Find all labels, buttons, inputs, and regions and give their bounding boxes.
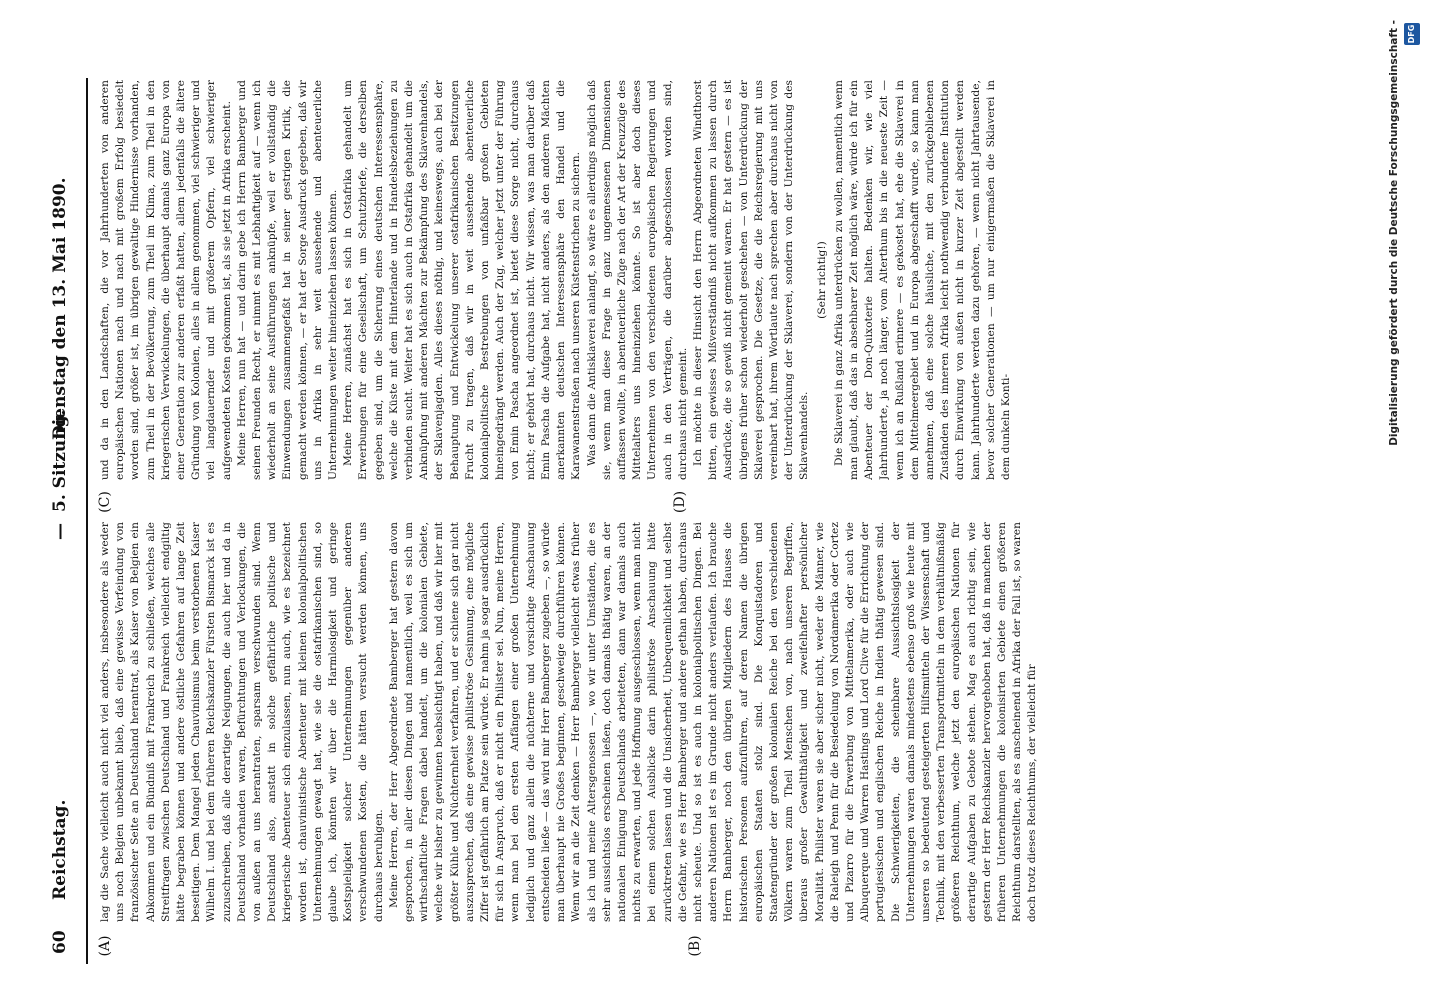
left-paragraph: lag die Sache vielleicht auch nicht viel anders, insbesondere als weder uns noch Belgien unbekannt blieb, daß eine gewisse Verfeindung von französischer Seite an Deutschland herantrat, als Kaiser von Belgien ein Abkommen und ein Bündniß mit Frankreich zu schließen, welches alle Streitfragen zwischen Deutschland und Frankreich vielleicht endgiltig hätte begraben können und andere östliche Gefahren auf lange Zeit beseitigen. Dem Mangel jeden Chauvinismus beim verstorbenen Kaiser Wilhelm I. und bei dem früheren Reichskanzler Fürsten Bismarck ist es zuzuschreiben, daß alle derartige Neigungen, die auch hier und da in Deutschland vorhanden waren, Befürchtungen und Verlockungen, die von außen an uns herantraten, sparsam verschwunden sind. Wenn Deutschland also, anstatt in solche gefährliche politische und kriegerische Abenteuer sich einzulassen, nun auch, wie es bezeichnet worden ist, chauvinistische Abenteuer mit kleinen kolonialpolitischen Unternehmungen gewagt hat, wie sie die ostafrikanischen sind, so glaube ich, könnten wir über die Harmlosigkeit und geringe Kostspieligkeit solcher Unternehmungen gegenüber anderen verschwundenen Kosten, die hätten versucht werden können, uns durchaus beruhigen. [99, 522, 385, 922]
margin-marker-a: (A) [97, 935, 113, 957]
header-dash: — [50, 523, 70, 540]
left-gutter [98, 926, 1338, 962]
page-number: 60 [50, 930, 70, 954]
left-paragraph: Meine Herren, der Herr Abgeordnete Bamberger hat gestern davon gesprochen, in aller diesen Dingen und namentlich, weil es sich um wirthschaftliche Fragen dabei handelt, um die kolonialen Gebiete, welche wir bisher zu gewinnen beabsichtigt haben, und daß wir hier mit größter Kühle und Nüchternheit verfahren, und er schiene sich gar nicht auszusprechen, daß eine gewisse philiströse Gesinnung, eine mögliche Ziffer ist gefährlich am Platze sein würde. Er nahm ja sogar ausdrücklich für sich in Anspruch, daß er nicht ein Philister sei. Nun, meine Herren, wenn man bei den ersten Anfängen einer großen Unternehmung lediglich und ganz allein die nüchterne und vorsichtige Anschauung entscheiden ließe — das wird mir Herr Bamberger zugeben —, so würde man überhaupt nie Großes beginnen, geschweige durchführen können. Wenn wir an die Zeit denken — Herr Bamberger vielleicht etwas früher als ich und meine Altersgenossen —, wo wir unter Umständen, die es sehr aussichtslos erscheinen ließen, doch damals thätig waren, an der nationalen Einigung Deutschlands arbeiteten, dann war damals auch nichts zu erwarten, und jede Hoffnung ausgeschlossen, wenn man nicht bei einem solchen Ausblicke darin philiströse Anschauung hätte zurücktreten lassen und die Unsicherheit, Unbequemlichkeit und selbst die Gefahr, wie es Herr Bamberger und andere gethan haben, durchaus nicht scheute. Und so ist es auch in kolonialpolitischen Dingen. Bei anderen Nationen ist es im Grunde nicht anders verlaufen. Ich brauche Herrn Bamberger, noch den übrigen Mitgliedern des Hauses die historischen Personen aufzuführen, auf deren Namen die übrigen europäischen Staaten stolz sind. Die Konquistadoren und Staatengründer der großen kolonialen Reiche bei den verschiedenen Völkern waren zum Theil Menschen von, nach unseren Begriffen, überaus großer Gewaltthätigkeit und zweifelhafter persönlicher Moralität. Philister waren sie aber sicher nicht, weder die Männer, wie die Raleigh und Penn für die Besiedelung von Nordamerika oder Cortez und Pizarro für die Erwerbung von Mittelamerika, oder auch wie Albuquerque und Warren Hastings und Lord Clive für die Errichtung der portugiesischen und englischen Reiche in Indien thätig gewesen sind. Die Schwierigkeiten, die scheinbare Aussichtslosigkeit der Unternehmungen waren damals mindestens ebenso groß wie heute mit unseren so bedeutend gesteigerten Hilfsmitteln der Wissenschaft und Technik, mit den verbesserten Transportmitteln in dem verhältnißmäßig größeren Reichthum, welche jetzt den europäischen Nationen für derartige Aufgaben zu Gebote stehen. Mag es auch richtig sein, wie gestern der Herr Reichskanzler hervorgehoben hat, daß in manchen der früheren Unternehmungen die kolonisirten Gebiete einen größeren Reichthum darstellten, als es anscheinend in Afrika der Fall ist, so waren doch trotz dieses Reichthums, der vielleicht für [387, 522, 1039, 922]
session-label: 5. Sitzung. [50, 409, 70, 512]
interjection: (Sehr richtig!) [815, 241, 828, 319]
margin-marker-b: (B) [687, 935, 703, 957]
right-text-column [98, 80, 1338, 480]
right-paragraph: Meine Herren, nun hat — und darin gebe ich Herrn Bamberger und seinen Freunden Recht, er nimmt es mit Lebhaftigkeit auf — wenn ich wiederholt an seine Ausführungen anknüpfe, weil er vollständig die Einwendungen zusammengefaßt hat in seiner gestrigen Kritik, die gemacht werden können, — er hat der Sorge Ausdruck gegeben, daß wir uns in Afrika in sehr weit aussehende und abenteuerliche Unternehmungen weiter hineinziehen lassen können. [235, 80, 340, 480]
left-text-column [98, 522, 1338, 922]
right-paragraph: Ich möchte in dieser Hinsicht den Herrn Abgeordneten Windthorst bitten, ein gewisses Mißverständniß nicht aufkommen zu lassen durch Ausdrücke, die so gewiß nicht gemeint waren. Er hat gestern — es ist übrigens früher schon wiederholt geschehen — von Unterdrückung der Sklaverei gesprochen. Die Gesetze, die die Reichsregierung mit uns vereinbart hat, ihrem Wortlaute nach sprechen aber durchaus nicht von der Unterdrückung der Sklaverei, sondern von der Unterdrückung des Sklavenhandels. [691, 80, 811, 480]
digitization-credit: Digitalisierung gefördert durch die Deutsche Forschungsgemeinschaft - [1388, 20, 1400, 446]
right-paragraph: Die Sklaverei in ganz Afrika unterdrücken zu wollen, namentlich wenn man glaubt, daß das in absehbarer Zeit möglich wäre, würde ich für ein Abenteuer der Don-Quixoterie halten. Bedenken wir, wie viel Jahrhunderte, ja noch länger, vom Alterthum bis in die neueste Zeit — wenn ich an Rußland erinnere — es gekostet hat, ehe die Sklaverei in dem Mittelmeergebiet und in Europa abgeschafft wurde, so kann man annehmen, daß eine solche häusliche, mit den zurückgebliebenen Zuständen des inneren Afrika leicht nothwendig verbundene Institution durch Einwirkung von außen nicht in kurzer Zeit abgestellt werden kann. Jahrhunderte werden dazu gehören, — wenn nicht Jahrtausende, bevor solcher Generationen — um nur einigermaßen die Sklaverei in dem dunkeln Konti- [832, 80, 1012, 480]
running-title-right: Dienstag den 13. Mai 1890. [50, 177, 70, 440]
dfg-logo: DFG [1404, 23, 1420, 45]
margin-marker-d: (D) [672, 490, 688, 514]
margin-marker-c: (C) [97, 491, 113, 513]
center-gutter [98, 482, 1338, 518]
right-paragraph: und da in den Landschaften, die vor Jahrhunderten von anderen europäischen Nationen nach und nach mit großem Erfolg besiedelt worden sind, größer ist, im übrigen gewaltige Hindernisse vorhanden, zum Theil in der Bevölkerung, zum Theil im Klima, zum Theil in den kriegerischen Verwickelungen, die überhaupt damals ganz Europa von einer Generation zur anderen erfaßt hatten, allem jedenfalls die ältere Gründung von Kolonien, alles in allem genommen, viel schwieriger und viel langdauernder und mit größerem Opfern, viel schwieriger aufgewendeten Kosten gekommen ist, als sie jetzt in Afrika erscheint. [99, 80, 233, 480]
right-paragraph: Meine Herren, zunächst hat es sich in Ostafrika gehandelt um Erwerbungen für eine Gesellschaft, um Schutzbriefe, die derselben gegeben sind, um die Sicherung eines deutschen Interessensphäre, welche die Küste mit dem Hinterlande und in Handelsbeziehungen zu verbinden sucht. Weiter hat es sich auch in Ostafrika gehandelt um die Anknüpfung mit anderen Mächten zur Bekämpfung des Sklavenhandels, der Sklavenjagden. Alles dieses nöthig, und keineswegs, auch bei der Behauptung und Entwickelung unserer ostafrikanischen Besitzungen Frucht zu tragen, daß wir in weit aussehende abenteuerliche kolonialpolitische Bestrebungen von unfaßbar großen Gebieten hineingedrängt werden. Auch der Zug, welcher jetzt unter der Führung von Emin Pascha angeordnet ist, bietet diese Sorge nicht, durchaus nicht; er gehört hat, durchaus nicht. Wir wissen, was man darüber daß Emin Pascha die Aufgabe hat, nicht anders, als den anderen Mächten anerkannten deutschen Interessensphäre den Handel und die Karawanenstraßen nach unseren Küstenstrichen zu sichern. [342, 80, 583, 480]
header-rule [86, 78, 88, 964]
right-paragraph: Was dann die Antisklaverei anlangt, so wäre es allerdings möglich daß sie, wenn man diese Frage in ganz ungemessenen Dimensionen auffassen wollte, in abenteuerliche Züge nach der Art der Kreuzzüge des Mittelalters uns hineinziehen könnte. So ist aber doch dieses Unternehmen von den verschiedenen europäischen Regierungen und auch in den Verträgen, die darüber abgeschlossen worden sind, durchaus nicht gemeint. [585, 80, 689, 480]
running-title-left: Reichstag. [50, 799, 70, 900]
running-header [48, 60, 78, 960]
